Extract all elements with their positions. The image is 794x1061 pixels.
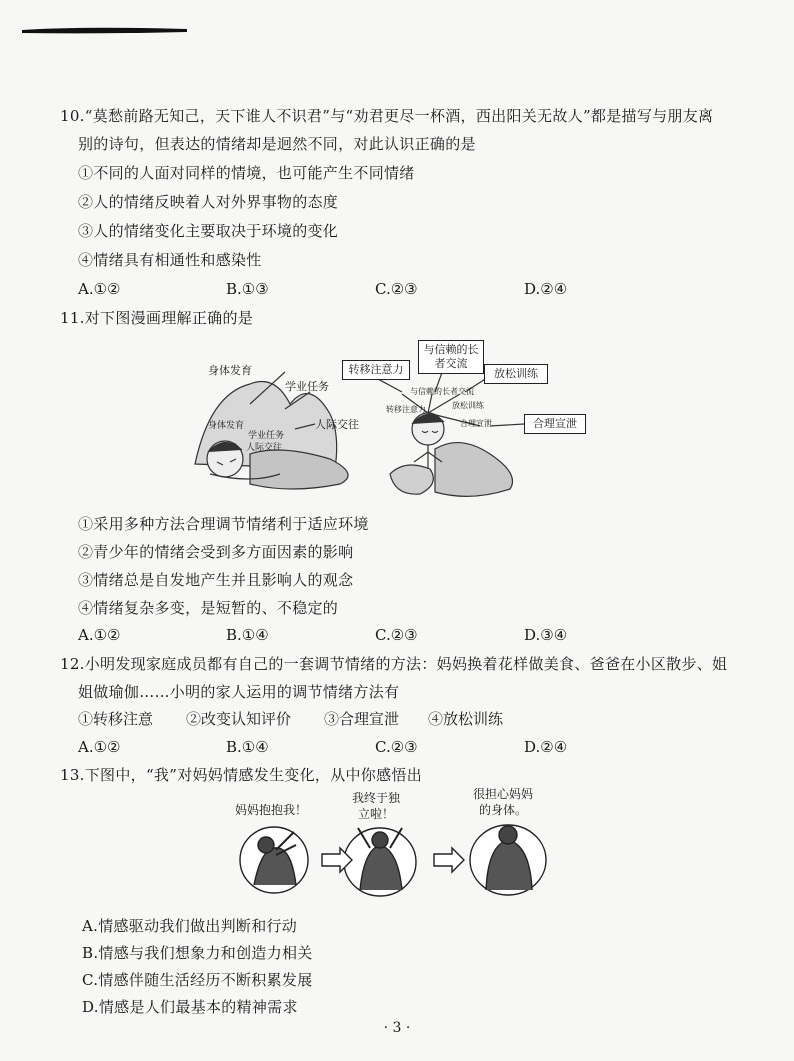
q12-options — [78, 737, 638, 757]
label-academic-tasks: 学业任务 — [285, 380, 329, 393]
q10-stem-line2: 别的诗句，但表达的情绪却是迥然不同，对此认识正确的是 — [78, 135, 476, 153]
balloon-divert-attention: 转移注意力 — [386, 405, 426, 414]
q10-stem-line1: 10.“莫愁前路无知己，天下谁人不识君”与“劝君更尽一杯酒，西出阳关无故人”都是描写与朋友离 — [60, 107, 714, 125]
q12-option-d: D.②④ — [524, 738, 568, 756]
q11-cartoon — [190, 334, 600, 504]
q12-method-3: ③合理宣泄 — [324, 710, 400, 728]
rock-label-social-interaction: 人际交往 — [246, 443, 283, 453]
q12-methods — [78, 709, 638, 729]
q13-option-c: C.情感伴随生活经历不断积累发展 — [82, 971, 313, 989]
q10-option-d: D.②④ — [524, 280, 568, 298]
rock-label-academic-tasks: 学业任务 — [248, 431, 285, 441]
q12-option-c: C.②③ — [375, 738, 418, 756]
box-relaxation-training: 放松训练 — [484, 364, 548, 384]
box-talk-to-elder: 与信赖的长者交流 — [418, 340, 484, 374]
q12-method-2: ②改变认知评价 — [186, 710, 292, 728]
bubble-independent: 我终于独立啦！ — [352, 791, 401, 821]
balloon-talk-to-elder: 与信赖的长者交流 — [410, 387, 474, 396]
bubble-worried: 很担心妈妈的身体。 — [472, 787, 533, 817]
q10-option-c: C.②③ — [375, 280, 418, 298]
q11-option-d: D.③④ — [524, 626, 568, 644]
q11-options — [78, 625, 638, 645]
box-reasonable-venting: 合理宣泄 — [524, 414, 586, 434]
q11-option-a: A.①② — [78, 626, 121, 644]
q13-option-d: D.情感是人们最基本的精神需求 — [82, 998, 298, 1016]
top-scan-bar — [22, 26, 187, 36]
q10-option-a: A.①② — [78, 280, 121, 298]
q11-option-c: C.②③ — [375, 626, 418, 644]
balloon-venting: 合理宣泄 — [460, 419, 492, 428]
q13-option-b: B.情感与我们想象力和创造力相关 — [82, 944, 313, 962]
box-divert-attention: 转移注意力 — [342, 360, 410, 380]
q11-item-2: ②青少年的情绪会受到多方面因素的影响 — [78, 543, 354, 561]
balloon-relaxation: 放松训练 — [452, 401, 484, 410]
q12-stem-line1: 12.小明发现家庭成员都有自己的一套调节情绪的方法：妈妈换着花样做美食、爸爸在小区散步、姐 — [60, 655, 728, 673]
q10-item-2: ②人的情绪反映着人对外界事物的态度 — [78, 193, 339, 211]
rock-label-physical-growth: 身体发育 — [208, 421, 245, 431]
q11-item-4: ④情绪复杂多变，是短暂的、不稳定的 — [78, 599, 339, 617]
q12-option-b: B.①④ — [226, 738, 269, 756]
q12-method-1: ①转移注意 — [78, 710, 154, 728]
q10-item-1: ①不同的人面对同样的情境，也可能产生不同情绪 — [78, 164, 415, 182]
q13-stem: 13.下图中，“我”对妈妈情感发生变化，从中你感悟出 — [60, 766, 422, 784]
label-social-interaction: 人际交往 — [315, 418, 359, 431]
q11-stem: 11.对下图漫画理解正确的是 — [60, 309, 254, 327]
q10-item-3: ③人的情绪变化主要取决于环境的变化 — [78, 222, 339, 240]
q13-cartoon — [234, 787, 556, 900]
q10-item-4: ④情绪具有相通性和感染性 — [78, 251, 262, 269]
label-physical-growth: 身体发育 — [208, 364, 252, 377]
q12-option-a: A.①② — [78, 738, 121, 756]
page-number: · 3 · — [383, 1020, 411, 1036]
q12-stem-line2: 姐做瑜伽……小明的家人运用的调节情绪方法有 — [78, 683, 400, 701]
q12-method-4: ④放松训练 — [428, 710, 504, 728]
q11-item-1: ①采用多种方法合理调节情绪利于适应环境 — [78, 515, 369, 533]
bubble-hug-me: 妈妈抱抱我！ — [234, 803, 307, 817]
q10-option-b: B.①③ — [226, 280, 269, 298]
q13-option-a: A.情感驱动我们做出判断和行动 — [82, 917, 298, 935]
q10-options — [78, 279, 638, 299]
q11-option-b: B.①④ — [226, 626, 269, 644]
q11-item-3: ③情绪总是自发地产生并且影响人的观念 — [78, 571, 354, 589]
